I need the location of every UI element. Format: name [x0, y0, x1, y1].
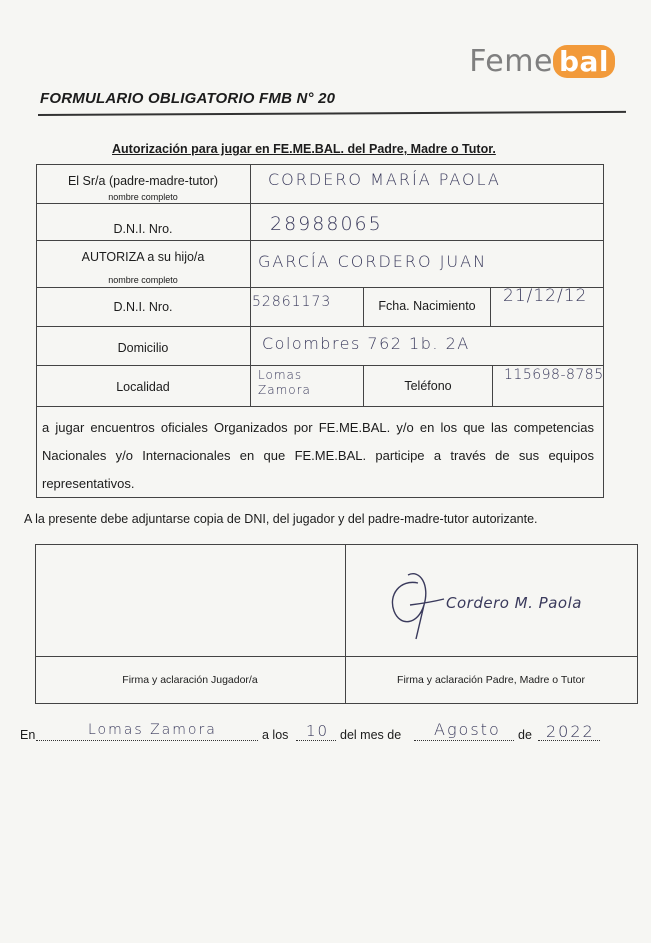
phone-value: 115698-8785 [504, 367, 604, 383]
tutor-dni-value: 28988065 [270, 213, 383, 235]
city-value: Lomas Zamora [258, 368, 311, 397]
footer-de: de [518, 728, 532, 742]
tutor-sublabel: nombre completo [108, 192, 178, 202]
city-label: Localidad [116, 380, 170, 394]
footer-day-value: 10 [306, 722, 330, 740]
address-value: Colombres 762 1b. 2A [262, 334, 470, 353]
birth-date-value: 21/12/12 [503, 286, 588, 306]
birth-date-label: Fcha. Nacimiento [378, 299, 476, 313]
footer-en: En [20, 728, 36, 742]
parent-signature-label: Firma y aclaración Padre, Madre o Tutor [397, 674, 585, 686]
footer-year-value: 2022 [546, 722, 595, 741]
phone-label: Teléfono [404, 379, 452, 393]
child-dni-label: D.N.I. Nro. [113, 300, 173, 314]
tutor-label: El Sr/a (padre-madre-tutor) [67, 174, 219, 188]
title-divider [38, 111, 626, 116]
authorization-paragraph: a jugar encuentros oficiales Organizados por FE.ME.BAL. y/o en los que las competencias Nacionales y/o Internacionales en que FE.ME.BAL. participe a través de sus equipos representativos. [42, 420, 594, 491]
parent-signature-text: Cordero M. Paola [446, 594, 582, 612]
child-label: AUTORIZA a su hijo/a [81, 250, 205, 264]
footer-del-mes-de: del mes de [340, 728, 402, 742]
footer-month-value: Agosto [434, 720, 501, 739]
tutor-name-value: CORDERO MARÍA PAOLA [268, 170, 501, 189]
form-subtitle: Autorización para jugar en FE.ME.BAL. del Padre, Madre o Tutor. [112, 142, 496, 156]
tutor-dni-label: D.N.I. Nro. [113, 222, 173, 236]
footer-place-value: Lomas Zamora [88, 722, 217, 738]
player-signature-label: Firma y aclaración Jugador/a [122, 674, 258, 686]
footer-a-los: a los [262, 728, 289, 742]
attachment-note: A la presente debe adjuntarse copia de DNI, del jugador y del padre-madre-tutor autorizante. [24, 512, 538, 526]
femebal-logo: Feme bal [469, 44, 615, 79]
child-name-value: GARCÍA CORDERO JUAN [258, 252, 488, 271]
child-dni-value: 52861173 [252, 294, 332, 310]
form-title: FORMULARIO OBLIGATORIO FMB N° 20 [40, 90, 336, 107]
child-sublabel: nombre completo [108, 275, 178, 285]
address-label: Domicilio [117, 341, 169, 355]
